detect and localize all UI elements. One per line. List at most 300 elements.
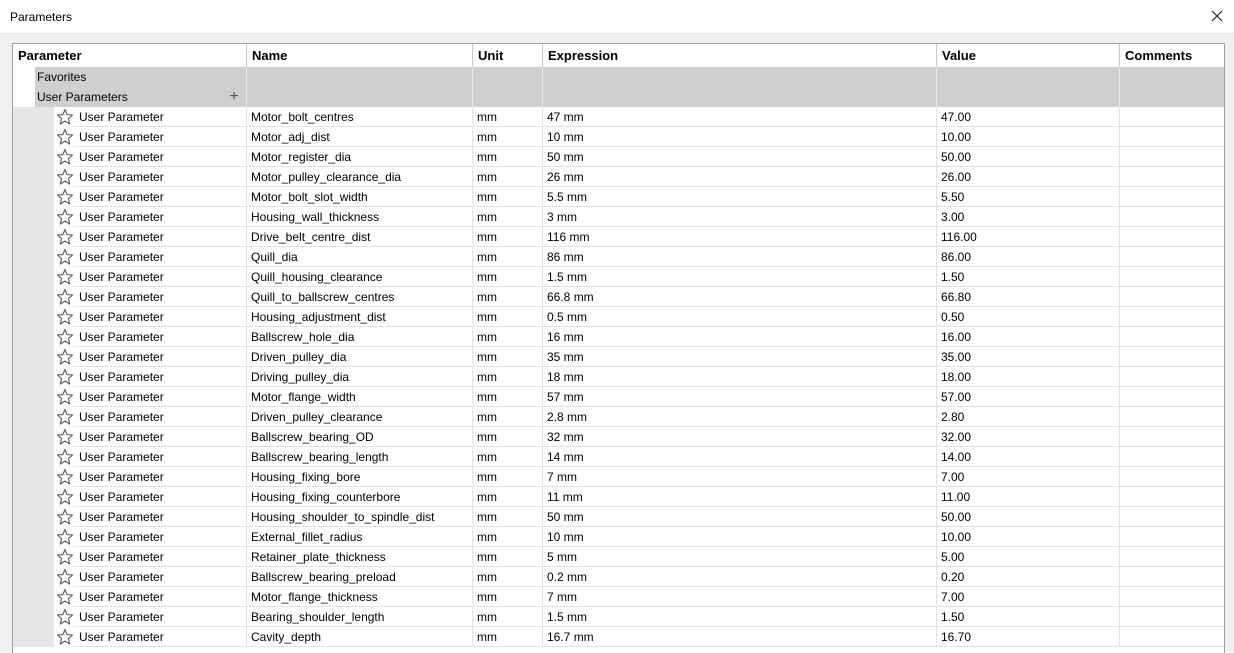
- parameter-unit-cell: mm: [473, 147, 543, 167]
- row-indent: [13, 167, 54, 187]
- parameter-value-cell: 16.70: [937, 627, 1120, 647]
- parameter-value-cell: 57.00: [937, 387, 1120, 407]
- parameter-name-cell[interactable]: Cavity_depth: [247, 627, 473, 647]
- row-indent: [13, 147, 54, 167]
- parameter-unit-cell: mm: [473, 207, 543, 227]
- favorite-star-icon[interactable]: [56, 528, 74, 546]
- parameter-name-cell[interactable]: Driven_pulley_clearance: [247, 407, 473, 427]
- row-indent: [13, 627, 54, 647]
- table-row[interactable]: [13, 467, 1224, 487]
- parameters-table: [12, 43, 1225, 653]
- row-indent: [13, 487, 54, 507]
- group-cell: [247, 67, 473, 87]
- star-icon: [56, 228, 74, 246]
- row-indent: [13, 567, 54, 587]
- row-indent: [13, 387, 54, 407]
- table-row[interactable]: [13, 307, 1224, 327]
- favorite-star-icon[interactable]: [56, 148, 74, 166]
- parameter-expression-cell[interactable]: 16 mm: [543, 327, 937, 347]
- parameter-value-cell: 3.00: [937, 207, 1120, 227]
- parameter-expression-cell[interactable]: 5 mm: [543, 547, 937, 567]
- parameter-type-cell: User Parameter: [73, 527, 247, 547]
- group-cell: [1120, 67, 1224, 87]
- parameter-unit-cell: mm: [473, 287, 543, 307]
- group-cell: [543, 67, 937, 87]
- row-indent: [13, 587, 54, 607]
- parameter-expression-cell[interactable]: 0.5 mm: [543, 307, 937, 327]
- parameter-expression-cell[interactable]: 116 mm: [543, 227, 937, 247]
- row-indent: [13, 447, 54, 467]
- parameter-name-cell[interactable]: Ballscrew_bearing_length: [247, 447, 473, 467]
- table-row[interactable]: [13, 187, 1224, 207]
- favorite-star-icon[interactable]: [56, 488, 74, 506]
- parameter-expression-cell[interactable]: 10 mm: [543, 527, 937, 547]
- parameter-comments-cell[interactable]: [1120, 447, 1224, 467]
- star-icon: [56, 268, 74, 286]
- table-row[interactable]: [13, 107, 1224, 127]
- favorite-star-icon[interactable]: [56, 168, 74, 186]
- parameter-comments-cell[interactable]: [1120, 207, 1224, 227]
- parameter-value-cell: 14.00: [937, 447, 1120, 467]
- table-row[interactable]: [13, 327, 1224, 347]
- parameter-unit-cell: mm: [473, 127, 543, 147]
- parameter-expression-cell[interactable]: 2.8 mm: [543, 407, 937, 427]
- parameter-value-cell: 2.80: [937, 407, 1120, 427]
- table-row[interactable]: [13, 427, 1224, 447]
- parameter-comments-cell[interactable]: [1120, 127, 1224, 147]
- parameter-comments-cell[interactable]: [1120, 367, 1224, 387]
- star-icon: [56, 548, 74, 566]
- table-row[interactable]: [13, 227, 1224, 247]
- star-icon: [56, 348, 74, 366]
- parameter-value-cell: 50.00: [937, 147, 1120, 167]
- star-icon: [56, 168, 74, 186]
- parameter-type-cell: User Parameter: [73, 567, 247, 587]
- parameter-comments-cell[interactable]: [1120, 107, 1224, 127]
- parameter-type-cell: User Parameter: [73, 587, 247, 607]
- parameter-comments-cell[interactable]: [1120, 287, 1224, 307]
- parameter-value-cell: 5.00: [937, 547, 1120, 567]
- row-indent: [13, 187, 54, 207]
- row-indent: [13, 407, 54, 427]
- row-indent: [13, 267, 54, 287]
- row-indent: [13, 247, 54, 267]
- parameter-type-cell: User Parameter: [73, 247, 247, 267]
- parameter-value-cell: 7.00: [937, 467, 1120, 487]
- group-row-favorites[interactable]: [13, 67, 1224, 87]
- star-icon: [56, 148, 74, 166]
- row-indent: [13, 347, 54, 367]
- table-row[interactable]: [13, 387, 1224, 407]
- parameter-type-cell: User Parameter: [73, 387, 247, 407]
- dialog-content: [0, 34, 1234, 652]
- parameter-comments-cell[interactable]: [1120, 407, 1224, 427]
- favorite-star-icon[interactable]: [56, 288, 74, 306]
- parameter-type-cell: User Parameter: [73, 147, 247, 167]
- parameter-value-cell: 16.00: [937, 327, 1120, 347]
- parameter-type-cell: User Parameter: [73, 407, 247, 427]
- parameter-expression-cell[interactable]: 50 mm: [543, 147, 937, 167]
- parameter-expression-cell[interactable]: 14 mm: [543, 447, 937, 467]
- group-label-user-parameters: User Parameters: [35, 87, 247, 107]
- parameter-unit-cell: mm: [473, 587, 543, 607]
- parameter-value-cell: 0.50: [937, 307, 1120, 327]
- parameter-expression-cell[interactable]: 26 mm: [543, 167, 937, 187]
- group-cell: [937, 67, 1120, 87]
- star-icon: [56, 408, 74, 426]
- group-cell: [937, 87, 1120, 107]
- parameter-comments-cell[interactable]: [1120, 227, 1224, 247]
- group-cell: [543, 87, 937, 107]
- parameter-name-cell[interactable]: Bearing_shoulder_length: [247, 607, 473, 627]
- parameter-unit-cell: mm: [473, 427, 543, 447]
- favorite-star-icon[interactable]: [56, 608, 74, 626]
- favorite-star-icon[interactable]: [56, 128, 74, 146]
- star-icon: [56, 588, 74, 606]
- parameter-unit-cell: mm: [473, 267, 543, 287]
- parameter-comments-cell[interactable]: [1120, 347, 1224, 367]
- parameter-type-cell: User Parameter: [73, 447, 247, 467]
- parameter-unit-cell: mm: [473, 467, 543, 487]
- parameter-name-cell[interactable]: Ballscrew_hole_dia: [247, 327, 473, 347]
- parameter-comments-cell[interactable]: [1120, 547, 1224, 567]
- table-row[interactable]: [13, 347, 1224, 367]
- favorite-star-icon[interactable]: [56, 388, 74, 406]
- parameter-comments-cell[interactable]: [1120, 267, 1224, 287]
- parameter-expression-cell[interactable]: 47 mm: [543, 107, 937, 127]
- parameter-unit-cell: mm: [473, 327, 543, 347]
- favorite-star-icon[interactable]: [56, 588, 74, 606]
- row-indent: [13, 467, 54, 487]
- parameter-name-cell[interactable]: Motor_adj_dist: [247, 127, 473, 147]
- star-icon: [56, 308, 74, 326]
- parameter-expression-cell[interactable]: 1.5 mm: [543, 267, 937, 287]
- parameter-unit-cell: mm: [473, 527, 543, 547]
- table-row[interactable]: [13, 567, 1224, 587]
- row-indent: [13, 507, 54, 527]
- parameter-expression-cell[interactable]: 66.8 mm: [543, 287, 937, 307]
- table-row[interactable]: [13, 247, 1224, 267]
- parameter-comments-cell[interactable]: [1120, 147, 1224, 167]
- column-header-value[interactable]: Value: [937, 44, 1120, 67]
- parameter-name-cell[interactable]: Quill_to_ballscrew_centres: [247, 287, 473, 307]
- table-row[interactable]: [13, 527, 1224, 547]
- parameter-expression-cell[interactable]: 57 mm: [543, 387, 937, 407]
- parameter-expression-cell[interactable]: 16.7 mm: [543, 627, 937, 647]
- favorite-star-icon[interactable]: [56, 508, 74, 526]
- favorite-star-icon[interactable]: [56, 248, 74, 266]
- row-indent: [13, 307, 54, 327]
- star-icon: [56, 468, 74, 486]
- parameter-comments-cell[interactable]: [1120, 307, 1224, 327]
- parameter-value-cell: 47.00: [937, 107, 1120, 127]
- parameter-unit-cell: mm: [473, 367, 543, 387]
- table-row[interactable]: [13, 547, 1224, 567]
- favorite-star-icon[interactable]: [56, 568, 74, 586]
- parameter-comments-cell[interactable]: [1120, 327, 1224, 347]
- parameter-type-cell: User Parameter: [73, 607, 247, 627]
- parameter-comments-cell[interactable]: [1120, 427, 1224, 447]
- parameter-unit-cell: mm: [473, 507, 543, 527]
- group-cell: [247, 87, 473, 107]
- parameter-type-cell: User Parameter: [73, 627, 247, 647]
- parameter-comments-cell[interactable]: [1120, 167, 1224, 187]
- parameter-unit-cell: mm: [473, 447, 543, 467]
- parameter-type-cell: User Parameter: [73, 107, 247, 127]
- parameter-expression-cell[interactable]: 3 mm: [543, 207, 937, 227]
- plus-icon: +: [229, 88, 239, 105]
- star-icon: [56, 428, 74, 446]
- parameter-comments-cell[interactable]: [1120, 507, 1224, 527]
- favorite-star-icon[interactable]: [56, 188, 74, 206]
- parameter-expression-cell[interactable]: 32 mm: [543, 427, 937, 447]
- parameter-name-cell[interactable]: External_fillet_radius: [247, 527, 473, 547]
- table-row[interactable]: [13, 147, 1224, 167]
- parameter-comments-cell[interactable]: [1120, 607, 1224, 627]
- parameter-unit-cell: mm: [473, 487, 543, 507]
- star-icon: [56, 248, 74, 266]
- parameter-name-cell[interactable]: Quill_housing_clearance: [247, 267, 473, 287]
- table-row[interactable]: [13, 447, 1224, 467]
- close-button[interactable]: [1206, 5, 1228, 27]
- star-icon: [56, 508, 74, 526]
- table-row[interactable]: [13, 287, 1224, 307]
- parameter-type-cell: User Parameter: [73, 287, 247, 307]
- star-icon: [56, 208, 74, 226]
- parameter-unit-cell: mm: [473, 167, 543, 187]
- title-bar: [0, 0, 1234, 34]
- table-row[interactable]: [13, 167, 1224, 187]
- table-row[interactable]: [13, 127, 1224, 147]
- parameter-type-cell: User Parameter: [73, 187, 247, 207]
- parameter-expression-cell[interactable]: 18 mm: [543, 367, 937, 387]
- favorite-star-icon[interactable]: [56, 428, 74, 446]
- column-header-expression[interactable]: Expression: [543, 44, 937, 67]
- group-cell: [1120, 87, 1224, 107]
- row-indent: [13, 227, 54, 247]
- star-icon: [56, 568, 74, 586]
- parameter-value-cell: 10.00: [937, 127, 1120, 147]
- star-icon: [56, 188, 74, 206]
- parameter-name-cell[interactable]: Housing_adjustment_dist: [247, 307, 473, 327]
- parameter-comments-cell[interactable]: [1120, 187, 1224, 207]
- favorite-star-icon[interactable]: [56, 108, 74, 126]
- parameter-value-cell: 0.20: [937, 567, 1120, 587]
- row-indent: [13, 107, 54, 127]
- column-header-parameter[interactable]: Parameter: [13, 44, 247, 67]
- group-indent: [13, 67, 35, 87]
- parameter-name-cell[interactable]: Driven_pulley_dia: [247, 347, 473, 367]
- window-title: Parameters: [10, 10, 73, 24]
- parameter-expression-cell[interactable]: 35 mm: [543, 347, 937, 367]
- parameter-unit-cell: mm: [473, 347, 543, 367]
- favorite-star-icon[interactable]: [56, 348, 74, 366]
- table-row[interactable]: [13, 487, 1224, 507]
- row-indent: [13, 547, 54, 567]
- group-row-user-parameters[interactable]: [13, 87, 1224, 107]
- table-row[interactable]: [13, 407, 1224, 427]
- parameter-value-cell: 1.50: [937, 607, 1120, 627]
- row-indent: [13, 527, 54, 547]
- parameter-name-cell[interactable]: Motor_bolt_slot_width: [247, 187, 473, 207]
- table-row[interactable]: [13, 607, 1224, 627]
- row-indent: [13, 127, 54, 147]
- parameter-comments-cell[interactable]: [1120, 567, 1224, 587]
- row-indent: [13, 607, 54, 627]
- parameter-value-cell: 10.00: [937, 527, 1120, 547]
- group-cell: [473, 87, 543, 107]
- parameter-unit-cell: mm: [473, 107, 543, 127]
- parameter-name-cell[interactable]: Housing_fixing_counterbore: [247, 487, 473, 507]
- star-icon: [56, 608, 74, 626]
- parameter-name-cell[interactable]: Motor_register_dia: [247, 147, 473, 167]
- parameter-expression-cell[interactable]: 1.5 mm: [543, 607, 937, 627]
- parameter-value-cell: 50.00: [937, 507, 1120, 527]
- parameter-comments-cell[interactable]: [1120, 627, 1224, 647]
- star-icon: [56, 628, 74, 646]
- table-row[interactable]: [13, 587, 1224, 607]
- parameter-name-cell[interactable]: Ballscrew_bearing_preload: [247, 567, 473, 587]
- favorite-star-icon[interactable]: [56, 548, 74, 566]
- parameter-name-cell[interactable]: Driving_pulley_dia: [247, 367, 473, 387]
- parameter-name-cell[interactable]: Motor_pulley_clearance_dia: [247, 167, 473, 187]
- parameter-unit-cell: mm: [473, 387, 543, 407]
- parameter-value-cell: 26.00: [937, 167, 1120, 187]
- parameter-value-cell: 35.00: [937, 347, 1120, 367]
- parameter-unit-cell: mm: [473, 227, 543, 247]
- parameter-type-cell: User Parameter: [73, 367, 247, 387]
- parameter-type-cell: User Parameter: [73, 127, 247, 147]
- parameter-value-cell: 11.00: [937, 487, 1120, 507]
- parameter-name-cell[interactable]: Quill_dia: [247, 247, 473, 267]
- star-icon: [56, 288, 74, 306]
- group-label-favorites: Favorites: [35, 67, 247, 87]
- parameter-name-cell[interactable]: Housing_shoulder_to_spindle_dist: [247, 507, 473, 527]
- favorite-star-icon[interactable]: [56, 308, 74, 326]
- parameter-value-cell: 7.00: [937, 587, 1120, 607]
- star-icon: [56, 448, 74, 466]
- table-row[interactable]: [13, 207, 1224, 227]
- parameter-expression-cell[interactable]: 50 mm: [543, 507, 937, 527]
- parameter-unit-cell: mm: [473, 627, 543, 647]
- parameter-unit-cell: mm: [473, 607, 543, 627]
- row-indent: [13, 287, 54, 307]
- parameter-name-cell[interactable]: Housing_fixing_bore: [247, 467, 473, 487]
- parameter-type-cell: User Parameter: [73, 467, 247, 487]
- star-icon: [56, 328, 74, 346]
- column-header-comments[interactable]: Comments: [1125, 48, 1193, 63]
- parameter-unit-cell: mm: [473, 547, 543, 567]
- parameter-unit-cell: mm: [473, 567, 543, 587]
- table-row[interactable]: [13, 507, 1224, 527]
- star-icon: [56, 488, 74, 506]
- row-indent: [13, 207, 54, 227]
- favorite-star-icon[interactable]: [56, 208, 74, 226]
- table-row[interactable]: [13, 367, 1224, 387]
- row-indent: [13, 367, 54, 387]
- parameter-type-cell: User Parameter: [73, 347, 247, 367]
- parameter-name-cell[interactable]: Motor_bolt_centres: [247, 107, 473, 127]
- parameter-name-cell[interactable]: Drive_belt_centre_dist: [247, 227, 473, 247]
- parameter-value-cell: 1.50: [937, 267, 1120, 287]
- parameter-expression-cell[interactable]: 86 mm: [543, 247, 937, 267]
- favorite-star-icon[interactable]: [56, 408, 74, 426]
- parameter-value-cell: 116.00: [937, 227, 1120, 247]
- parameter-comments-cell[interactable]: [1120, 467, 1224, 487]
- parameter-name-cell[interactable]: Ballscrew_bearing_OD: [247, 427, 473, 447]
- close-icon: [1211, 10, 1223, 22]
- parameter-value-cell: 86.00: [937, 247, 1120, 267]
- parameter-expression-cell[interactable]: 7 mm: [543, 467, 937, 487]
- parameter-name-cell[interactable]: Motor_flange_width: [247, 387, 473, 407]
- parameter-comments-cell[interactable]: [1120, 527, 1224, 547]
- parameter-value-cell: 66.80: [937, 287, 1120, 307]
- parameter-comments-cell[interactable]: [1120, 487, 1224, 507]
- parameter-type-cell: User Parameter: [73, 547, 247, 567]
- star-icon: [56, 368, 74, 386]
- favorite-star-icon[interactable]: [56, 328, 74, 346]
- parameter-comments-cell[interactable]: [1120, 247, 1224, 267]
- star-icon: [56, 388, 74, 406]
- parameter-expression-cell[interactable]: 7 mm: [543, 587, 937, 607]
- star-icon: [56, 528, 74, 546]
- parameter-value-cell: 32.00: [937, 427, 1120, 447]
- favorite-star-icon[interactable]: [56, 268, 74, 286]
- parameter-unit-cell: mm: [473, 187, 543, 207]
- row-indent: [13, 327, 54, 347]
- parameter-type-cell: User Parameter: [73, 227, 247, 247]
- parameter-comments-cell[interactable]: [1120, 587, 1224, 607]
- parameter-unit-cell: mm: [473, 247, 543, 267]
- parameter-value-cell: 5.50: [937, 187, 1120, 207]
- parameter-type-cell: User Parameter: [73, 427, 247, 447]
- table-header: [13, 44, 1224, 68]
- parameter-type-cell: User Parameter: [73, 507, 247, 527]
- row-indent: [13, 427, 54, 447]
- parameter-type-cell: User Parameter: [73, 327, 247, 347]
- parameter-type-cell: User Parameter: [73, 167, 247, 187]
- parameter-type-cell: User Parameter: [73, 487, 247, 507]
- star-icon: [56, 108, 74, 126]
- favorite-star-icon[interactable]: [56, 468, 74, 486]
- table-row[interactable]: [13, 627, 1224, 647]
- parameter-expression-cell[interactable]: 0.2 mm: [543, 567, 937, 587]
- parameter-name-cell[interactable]: Motor_flange_thickness: [247, 587, 473, 607]
- add-parameter-button[interactable]: [227, 87, 241, 107]
- favorite-star-icon[interactable]: [56, 448, 74, 466]
- parameter-name-cell[interactable]: Housing_wall_thickness: [247, 207, 473, 227]
- parameter-comments-cell[interactable]: [1120, 387, 1224, 407]
- table-row[interactable]: [13, 267, 1224, 287]
- group-cell: [473, 67, 543, 87]
- column-header-unit[interactable]: Unit: [473, 44, 543, 67]
- parameter-type-cell: User Parameter: [73, 207, 247, 227]
- column-header-name[interactable]: Name: [247, 44, 473, 67]
- parameter-value-cell: 18.00: [937, 367, 1120, 387]
- group-indent: [13, 87, 35, 107]
- favorite-star-icon[interactable]: [56, 628, 74, 646]
- parameter-name-cell[interactable]: Retainer_plate_thickness: [247, 547, 473, 567]
- parameter-unit-cell: mm: [473, 407, 543, 427]
- parameter-unit-cell: mm: [473, 307, 543, 327]
- star-icon: [56, 128, 74, 146]
- parameter-expression-cell[interactable]: 11 mm: [543, 487, 937, 507]
- favorite-star-icon[interactable]: [56, 368, 74, 386]
- parameter-expression-cell[interactable]: 10 mm: [543, 127, 937, 147]
- parameter-expression-cell[interactable]: 5.5 mm: [543, 187, 937, 207]
- parameter-type-cell: User Parameter: [73, 267, 247, 287]
- favorite-star-icon[interactable]: [56, 228, 74, 246]
